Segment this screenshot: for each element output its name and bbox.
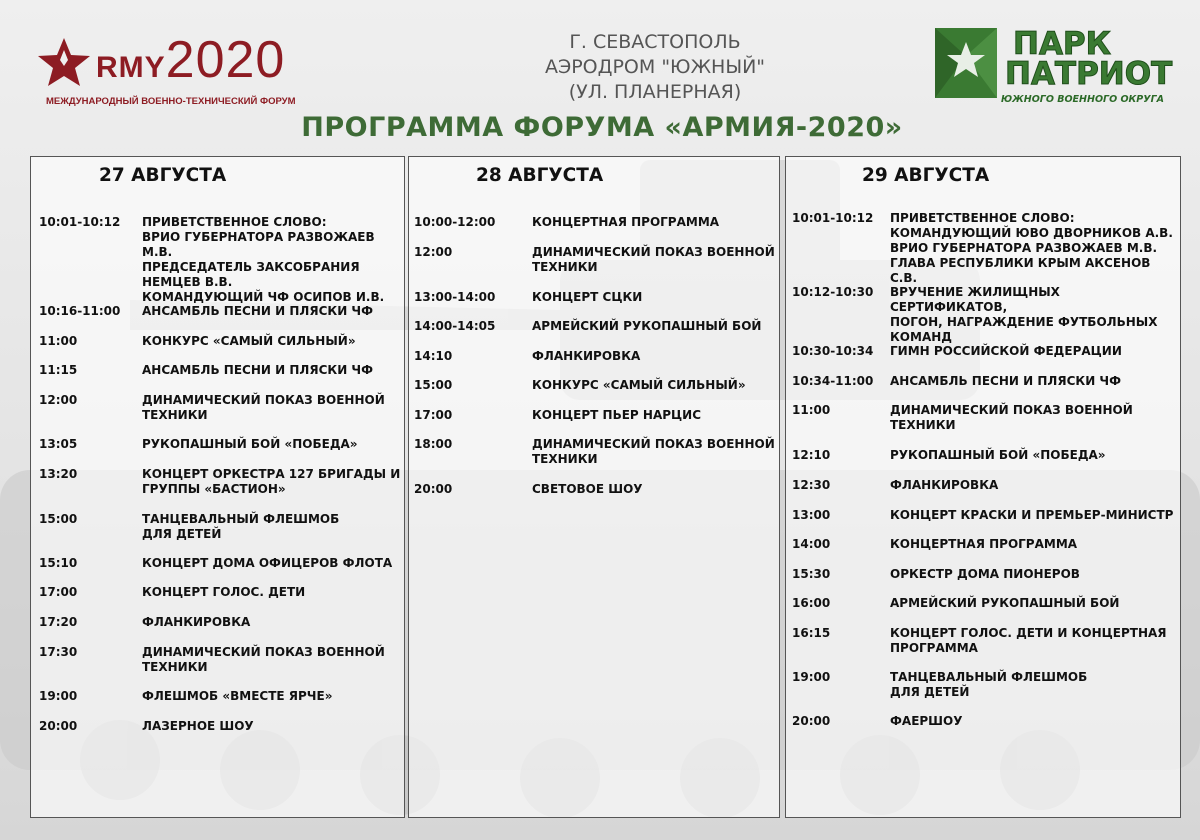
- event-time: 19:00: [39, 689, 78, 703]
- event-time: 13:05: [39, 437, 78, 451]
- event-title: ДИНАМИЧЕСКИЙ ПОКАЗ ВОЕННОЙ ТЕХНИКИ: [890, 403, 1133, 432]
- event-title: РУКОПАШНЫЙ БОЙ «ПОБЕДА»: [142, 437, 358, 451]
- event-time: 11:00: [792, 403, 831, 417]
- event-time: 10:12-10:30: [792, 285, 874, 299]
- event-title: ЛАЗЕРНОЕ ШОУ: [142, 719, 254, 733]
- event-time: 13:20: [39, 467, 78, 481]
- event-time: 10:30-10:34: [792, 344, 874, 358]
- event-title: КОНЦЕРТ СЦКИ: [532, 290, 643, 304]
- event-time: 18:00: [414, 437, 453, 451]
- event-title: КОНЦЕРТ ГОЛОС. ДЕТИ И КОНЦЕРТНАЯ ПРОГРАММА: [890, 626, 1167, 655]
- event-time: 15:00: [414, 378, 453, 392]
- event-title: КОНЦЕРТ ДОМА ОФИЦЕРОВ ФЛОТА: [142, 556, 393, 570]
- venue-city: Г. СЕВАСТОПОЛЬ: [569, 31, 741, 53]
- army-brand-year: 2020: [165, 31, 286, 89]
- event-title: КОНКУРС «САМЫЙ СИЛЬНЫЙ»: [532, 378, 746, 392]
- park-logo-line2: ПАТРИОТ: [1005, 56, 1173, 92]
- army-logo-tagline: МЕЖДУНАРОДНЫЙ ВОЕННО-ТЕХНИЧЕСКИЙ ФОРУМ: [46, 96, 296, 107]
- event-time: 20:00: [39, 719, 78, 733]
- venue-street: (УЛ. ПЛАНЕРНАЯ): [568, 81, 742, 103]
- event-time: 12:10: [792, 448, 831, 462]
- event-title: ФЛАНКИРОВКА: [532, 349, 641, 363]
- event-title: КОНЦЕРТНАЯ ПРОГРАММА: [890, 537, 1078, 551]
- event-title: ВРУЧЕНИЕ ЖИЛИЩНЫХ СЕРТИФИКАТОВ, ПОГОН, НАГРАЖДЕНИЕ ФУТБОЛЬНЫХ КОМАНД: [890, 285, 1158, 344]
- event-time: 15:00: [39, 512, 78, 526]
- army-star-icon: [36, 36, 92, 88]
- event-time: 10:01-10:12: [39, 215, 121, 229]
- army-2020-logo: [36, 32, 326, 112]
- event-title: ФЛАНКИРОВКА: [890, 478, 999, 492]
- event-title: КОНЦЕРТ ГОЛОС. ДЕТИ: [142, 585, 306, 599]
- event-title: ГИМН РОССИЙСКОЙ ФЕДЕРАЦИИ: [890, 344, 1122, 358]
- event-title: ДИНАМИЧЕСКИЙ ПОКАЗ ВОЕННОЙ ТЕХНИКИ: [532, 437, 775, 466]
- event-time: 13:00-14:00: [414, 290, 496, 304]
- event-time: 12:30: [792, 478, 831, 492]
- event-title: ПРИВЕТСТВЕННОЕ СЛОВО: ВРИО ГУБЕРНАТОРА РАЗВОЖАЕВ М.В. ПРЕДСЕДАТЕЛЬ ЗАКСОБРАНИЯ НЕМЦЕВ В.В. КОМАНДУЮЩИЙ ЧФ ОСИПОВ И.В.: [142, 215, 385, 304]
- event-time: 15:10: [39, 556, 78, 570]
- event-title: РУКОПАШНЫЙ БОЙ «ПОБЕДА»: [890, 448, 1106, 462]
- event-title: ДИНАМИЧЕСКИЙ ПОКАЗ ВОЕННОЙ ТЕХНИКИ: [142, 645, 385, 674]
- event-title: КОНЦЕРТ КРАСКИ И ПРЕМЬЕР-МИНИСТР: [890, 508, 1174, 522]
- event-time: 10:16-11:00: [39, 304, 121, 318]
- event-time: 20:00: [792, 714, 831, 728]
- event-time: 14:10: [414, 349, 453, 363]
- event-title: ДИНАМИЧЕСКИЙ ПОКАЗ ВОЕННОЙ ТЕХНИКИ: [142, 393, 385, 422]
- army-brand: [96, 31, 286, 94]
- event-time: 10:01-10:12: [792, 211, 874, 225]
- event-time: 17:00: [414, 408, 453, 422]
- venue-airfield: АЭРОДРОМ "ЮЖНЫЙ": [544, 56, 766, 78]
- event-title: ФЛАНКИРОВКА: [142, 615, 251, 629]
- event-title: АРМЕЙСКИЙ РУКОПАШНЫЙ БОЙ: [890, 596, 1120, 610]
- event-title: ТАНЦЕВАЛЬНЫЙ ФЛЕШМОБ ДЛЯ ДЕТЕЙ: [890, 670, 1088, 699]
- event-time: 16:00: [792, 596, 831, 610]
- event-title: ФЛЕШМОБ «ВМЕСТЕ ЯРЧЕ»: [142, 689, 333, 703]
- event-time: 11:15: [39, 363, 78, 377]
- event-time: 14:00: [792, 537, 831, 551]
- day-column-28: [408, 156, 780, 818]
- event-time: 15:30: [792, 567, 831, 581]
- event-title: КОНЦЕРТ ПЬЕР НАРЦИС: [532, 408, 702, 422]
- event-time: 17:20: [39, 615, 78, 629]
- event-time: 12:00: [39, 393, 78, 407]
- event-time: 20:00: [414, 482, 453, 496]
- park-patriot-emblem-icon: [935, 28, 997, 98]
- event-time: 11:00: [39, 334, 78, 348]
- event-time: 17:00: [39, 585, 78, 599]
- event-time: 12:00: [414, 245, 453, 259]
- day-column-27: [30, 156, 405, 818]
- event-title: ТАНЦЕВАЛЬНЫЙ ФЛЕШМОБ ДЛЯ ДЕТЕЙ: [142, 512, 340, 541]
- park-logo-line1: ПАРК: [1013, 26, 1111, 62]
- park-patriot-logo: [935, 28, 1175, 108]
- event-time: 10:00-12:00: [414, 215, 496, 229]
- park-logo-subtitle: ЮЖНОГО ВОЕННОГО ОКРУГА: [1001, 94, 1164, 105]
- event-time: 10:34-11:00: [792, 374, 874, 388]
- event-title: ОРКЕСТР ДОМА ПИОНЕРОВ: [890, 567, 1080, 581]
- army-brand-letters: RMY: [96, 51, 166, 84]
- day-column-29: [785, 156, 1181, 818]
- event-time: 14:00-14:05: [414, 319, 496, 333]
- day-date: 28 АВГУСТА: [476, 165, 604, 186]
- event-title: ФАЕРШОУ: [890, 714, 963, 728]
- event-title: АНСАМБЛЬ ПЕСНИ И ПЛЯСКИ ЧФ: [890, 374, 1122, 388]
- event-title: СВЕТОВОЕ ШОУ: [532, 482, 643, 496]
- event-title: КОНЦЕРТ ОРКЕСТРА 127 БРИГАДЫ И ГРУППЫ «БАСТИОН»: [142, 467, 401, 496]
- event-time: 16:15: [792, 626, 831, 640]
- event-title: АНСАМБЛЬ ПЕСНИ И ПЛЯСКИ ЧФ: [142, 304, 374, 318]
- venue-address: [490, 30, 820, 105]
- event-title: КОНКУРС «САМЫЙ СИЛЬНЫЙ»: [142, 334, 356, 348]
- day-date: 29 АВГУСТА: [862, 165, 990, 186]
- event-time: 19:00: [792, 670, 831, 684]
- event-time: 13:00: [792, 508, 831, 522]
- event-title: ДИНАМИЧЕСКИЙ ПОКАЗ ВОЕННОЙ ТЕХНИКИ: [532, 245, 775, 274]
- page-title: ПРОГРАММА ФОРУМА «АРМИЯ-2020»: [301, 112, 903, 143]
- day-date: 27 АВГУСТА: [99, 165, 227, 186]
- event-title: АРМЕЙСКИЙ РУКОПАШНЫЙ БОЙ: [532, 319, 762, 333]
- event-time: 17:30: [39, 645, 78, 659]
- event-title: ПРИВЕТСТВЕННОЕ СЛОВО: КОМАНДУЮЩИЙ ЮВО ДВОРНИКОВ А.В. ВРИО ГУБЕРНАТОРА РАЗВОЖАЕВ М.В. ГЛАВА РЕСПУБЛИКИ КРЫМ АКСЕНОВ С.В.: [890, 211, 1173, 285]
- event-title: КОНЦЕРТНАЯ ПРОГРАММА: [532, 215, 720, 229]
- event-title: АНСАМБЛЬ ПЕСНИ И ПЛЯСКИ ЧФ: [142, 363, 374, 377]
